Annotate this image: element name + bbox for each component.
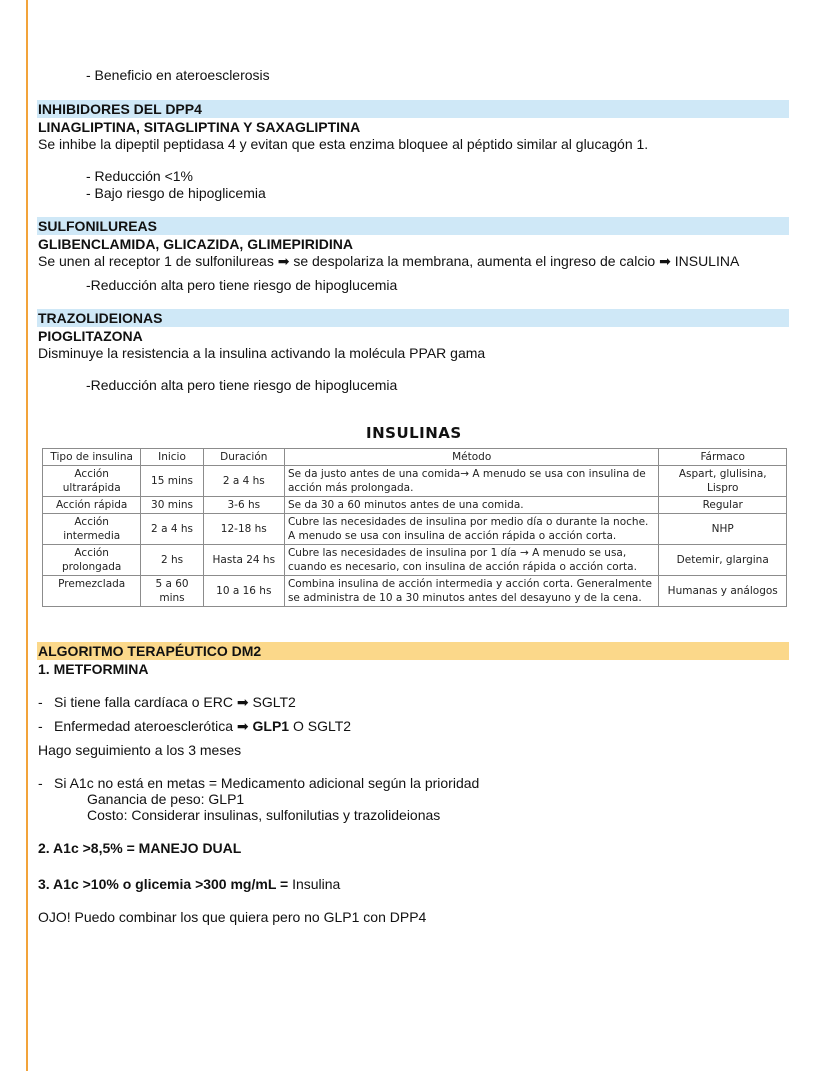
right-arrow-icon: ➡ <box>659 253 671 269</box>
cell-tipo: Acción intermedia <box>43 514 141 545</box>
cell-inicio: 15 mins <box>141 466 203 497</box>
cell-tipo: Acción ultrarápida <box>43 466 141 497</box>
right-arrow-icon: ➡ <box>277 253 290 269</box>
cell-farmaco: Humanas y análogos <box>659 576 787 607</box>
header-duracion: Duración <box>203 449 284 466</box>
header-metodo: Método <box>284 449 659 466</box>
right-arrow-icon: ➡ <box>236 718 249 734</box>
cell-farmaco: Aspart, glulisina, Lispro <box>659 466 787 497</box>
cell-tipo: Acción prolongada <box>43 545 141 576</box>
table-row <box>43 545 787 576</box>
dpp4-description: Se inhibe la dipeptil peptidasa 4 y evitan que esta enzima bloquee al péptido similar al glucagón 1. <box>38 136 649 152</box>
cell-metodo: Cubre las necesidades de insulina por medio día o durante la noche. A menudo se usa con insulina de acción rápida o acción corta. <box>284 514 659 545</box>
algoritmo-subline-1: Ganancia de peso: GLP1 <box>87 791 245 807</box>
cell-duracion: 10 a 16 hs <box>203 576 284 607</box>
cell-tipo: Acción rápida <box>43 497 141 514</box>
sulfonilureas-drugs: GLIBENCLAMIDA, GLICAZIDA, GLIMEPIRIDINA <box>38 236 353 252</box>
dpp4-bullet-1: - Reducción <1% <box>86 168 194 184</box>
dpp4-heading: INHIBIDORES DEL DPP4 <box>38 101 202 117</box>
algoritmo-step-2: 2. A1c >8,5% = MANEJO DUAL <box>38 840 242 856</box>
ateroesclerosis-bullet: - Beneficio en ateroesclerosis <box>86 67 270 83</box>
sulfonilureas-heading: SULFONILUREAS <box>38 218 157 234</box>
algoritmo-line-3: - Si A1c no está en metas = Medicamento adicional según la prioridad <box>38 775 480 791</box>
cell-farmaco: Detemir, glargina <box>659 545 787 576</box>
cell-metodo: Se da justo antes de una comida→ A menudo se usa con insulina de acción más prolongada. <box>284 466 659 497</box>
trazolideionas-drugs: PIOGLITAZONA <box>38 328 143 344</box>
table-row <box>43 576 787 607</box>
algoritmo-step-1: 1. METFORMINA <box>38 661 149 677</box>
insulinas-title: INSULINAS <box>366 424 462 442</box>
seguimiento-text: Hago seguimiento a los 3 meses <box>38 742 242 758</box>
table-row <box>43 466 787 497</box>
dpp4-bullet-2: - Bajo riesgo de hipoglicemia <box>86 185 266 201</box>
sulfonilureas-description: Se unen al receptor 1 de sulfonilureas ➡ se despolariza la membrana, aumenta el ingreso de calcio ➡ INSULINA <box>38 253 740 269</box>
header-inicio: Inicio <box>141 449 203 466</box>
right-arrow-icon: ➡ <box>236 694 249 710</box>
cell-metodo: Cubre las necesidades de insulina por 1 día → A menudo se usa, cuando es necesario, con insulina de acción rápida o acción corta. <box>284 545 659 576</box>
cell-inicio: 30 mins <box>141 497 203 514</box>
cell-duracion: 3-6 hs <box>203 497 284 514</box>
insulinas-table <box>42 448 787 607</box>
table-row <box>43 514 787 545</box>
algoritmo-line-1: - Si tiene falla cardíaca o ERC ➡ SGLT2 <box>38 694 296 710</box>
cell-duracion: 2 a 4 hs <box>203 466 284 497</box>
cell-duracion: Hasta 24 hs <box>203 545 284 576</box>
header-tipo: Tipo de insulina <box>43 449 141 466</box>
trazolideionas-description: Disminuye la resistencia a la insulina activando la molécula PPAR gama <box>38 345 486 361</box>
cell-farmaco: NHP <box>659 514 787 545</box>
dpp4-drugs: LINAGLIPTINA, SITAGLIPTINA Y SAXAGLIPTINA <box>38 119 361 135</box>
algoritmo-line-2: - Enfermedad ateroesclerótica ➡ GLP1 O SGLT2 <box>38 718 352 734</box>
trazolideionas-heading: TRAZOLIDEIONAS <box>38 310 163 326</box>
header-farmaco: Fármaco <box>659 449 787 466</box>
algoritmo-subline-2: Costo: Considerar insulinas, sulfonilutias y trazolideionas <box>87 807 441 823</box>
cell-duracion: 12-18 hs <box>203 514 284 545</box>
cell-tipo: Premezclada <box>43 576 141 607</box>
cell-inicio: 2 a 4 hs <box>141 514 203 545</box>
table-row <box>43 497 787 514</box>
ojo-note: OJO! Puedo combinar los que quiera pero no GLP1 con DPP4 <box>38 909 427 925</box>
algoritmo-heading: ALGORITMO TERAPÉUTICO DM2 <box>38 643 262 659</box>
cell-inicio: 5 a 60 mins <box>141 576 203 607</box>
cell-farmaco: Regular <box>659 497 787 514</box>
cell-inicio: 2 hs <box>141 545 203 576</box>
sulfonilureas-bullet: -Reducción alta pero tiene riesgo de hipoglucemia <box>86 277 398 293</box>
table-header-row <box>43 449 787 466</box>
algoritmo-step-3: 3. A1c >10% o glicemia >300 mg/mL = Insulina <box>38 876 341 892</box>
cell-metodo: Combina insulina de acción intermedia y acción corta. Generalmente se administra de 10 a 30 minutos antes del desayuno y de la cena. <box>284 576 659 607</box>
cell-metodo: Se da 30 a 60 minutos antes de una comida. <box>284 497 659 514</box>
page-margin-line <box>26 0 28 1071</box>
trazolideionas-bullet: -Reducción alta pero tiene riesgo de hipoglucemia <box>86 377 398 393</box>
